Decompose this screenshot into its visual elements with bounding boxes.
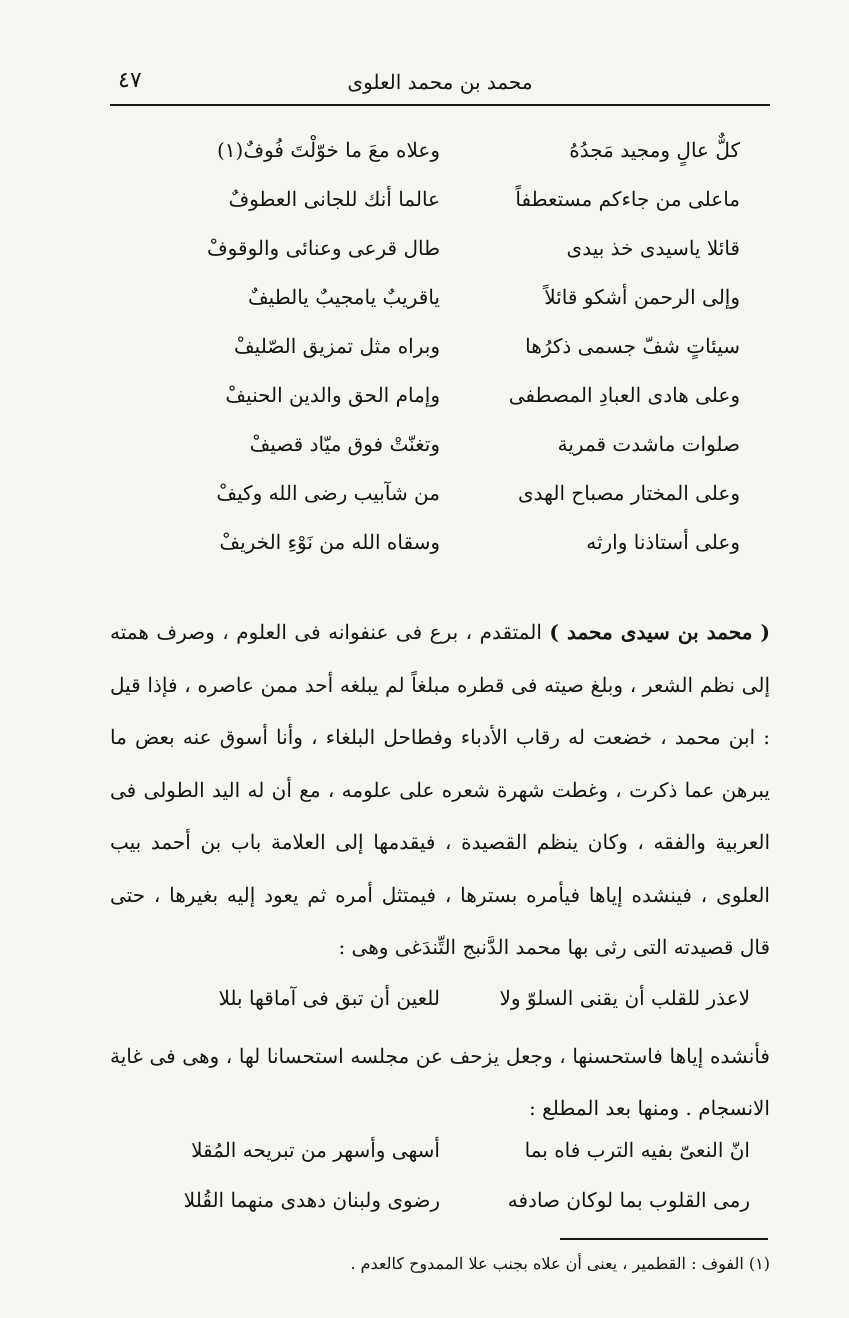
verse-first-hemistich: وعلى أستاذنا وارثه: [586, 530, 740, 554]
subject-name: ( محمد بن سيدى محمد ): [549, 620, 771, 644]
verse-first-hemistich: كلٌّ عالٍ ومجيد مَجدُهُ: [569, 138, 740, 162]
commentary-paragraph: [110, 1030, 770, 1134]
verse-first-hemistich: رمى القلوب بما لوكان صادفه: [507, 1188, 750, 1212]
verse-second-hemistich: وبراه مثل تمزيق الصّليفْ: [233, 334, 440, 358]
verse-second-hemistich: ياقريبٌ يامجيبٌ يالطيفٌ: [247, 285, 440, 309]
verse-first-hemistich: وإلى الرحمن أشكو قائلاً: [544, 285, 740, 309]
verse: [130, 520, 750, 569]
verse-second-hemistich: وسقاه الله من نَوْءِ الخريفْ: [219, 530, 440, 554]
page-header: [110, 62, 770, 102]
verse: [130, 1178, 760, 1228]
verse-second-hemistich: وتغنّتْ فوق ميّاد قصيفْ: [249, 432, 440, 456]
verse: [130, 471, 750, 520]
verse-first-hemistich: ماعلى من جاءكم مستعطفاً: [515, 187, 740, 211]
verse: [130, 275, 750, 324]
page-number: ٤٧: [118, 68, 142, 93]
verse-first-hemistich: وعلى هادى العبادِ المصطفى: [508, 383, 740, 407]
verse-second-hemistich: من شآبيب رضى الله وكيفْ: [216, 481, 440, 505]
verse: [130, 1128, 760, 1178]
running-title: محمد بن محمد العلوى: [347, 70, 533, 94]
verse-first-hemistich: قائلا ياسيدى خذ بيدى: [566, 236, 740, 260]
paragraph-text: المتقدم ، برع فى عنفوانه فى العلوم ، وصرف همته إلى نظم الشعر ، وبلغ صيته فى قطره مبلغاً لم يبلغه أحد ممن عاصره ، فإذا قيل : ابن محمد ، خضعت له رقاب الأدباء وفطاحل البلغاء ، وأنا أسوق عنه بعض ما يبرهن عما ذكرت ، وغطت شهرة شعره على علومه ، مع أن له اليد الطولى فى العربية والفقه ، وكان ينظم القصيدة ، فيقدمها إلى العلامة باب بن أحمد بيب العلوى ، فينشده إياها فيأمره بسترها ، فيمتثل أمره ثم يعود إليه بغيرها ، حتى قال قصيدته التى رثى بها محمد الدَّنبج التِّندَغى وهى :: [110, 620, 770, 959]
quoted-verse-block: [130, 1128, 760, 1228]
verse-second-hemistich: وعلاه معَ ما خوّلْتَ فُوفٌ(١): [216, 138, 440, 162]
verse-second-hemistich: للعين أن تبق فى آماقها بللا: [218, 986, 440, 1010]
verse: [130, 177, 750, 226]
verse: [130, 422, 750, 471]
verse-second-hemistich: طال قرعى وعنائى والوقوفْ: [206, 236, 440, 260]
biography-paragraph: [110, 606, 770, 974]
verse-first-hemistich: سيئاتٍ شفّ جسمى ذكرُها: [525, 334, 740, 358]
paragraph: [110, 606, 770, 974]
verse-first-hemistich: لاعذر للقلب أن يقنى السلوّ ولا: [499, 986, 750, 1010]
header-rule: [110, 104, 770, 106]
verse-first-hemistich: انّ النعىّ بفيه الترب فاه بما: [524, 1138, 750, 1162]
quoted-verse-block: [130, 976, 760, 1028]
footnote-rule: [560, 1238, 768, 1240]
verse-second-hemistich: عالما أنك للجانى العطوفٌ: [228, 187, 440, 211]
verse-second-hemistich: أسهى وأسهر من تبريحه المُقلا: [191, 1138, 440, 1162]
verse: [130, 976, 760, 1028]
verse-first-hemistich: صلوات ماشدت قمرية: [557, 432, 740, 456]
verse: [130, 128, 750, 177]
verse-second-hemistich: رضوى ولبنان دهدى منهما القُللا: [183, 1188, 440, 1212]
verse: [130, 373, 750, 422]
verse-second-hemistich: وإمام الحق والدين الحنيفْ: [225, 383, 440, 407]
verse-first-hemistich: وعلى المختار مصباح الهدى: [518, 481, 740, 505]
paragraph-text: فأنشده إياها فاستحسنها ، وجعل يزحف عن مجلسه استحسانا لها ، وهى فى غاية الانسجام . ومنها بعد المطلع :: [110, 1044, 770, 1120]
poem-block: [130, 128, 750, 569]
verse: [130, 226, 750, 275]
footnote: (١) الفوف : القطمير ، يعنى أن علاه بجنب علا الممدوح كالعدم .: [350, 1254, 770, 1273]
verse: [130, 324, 750, 373]
